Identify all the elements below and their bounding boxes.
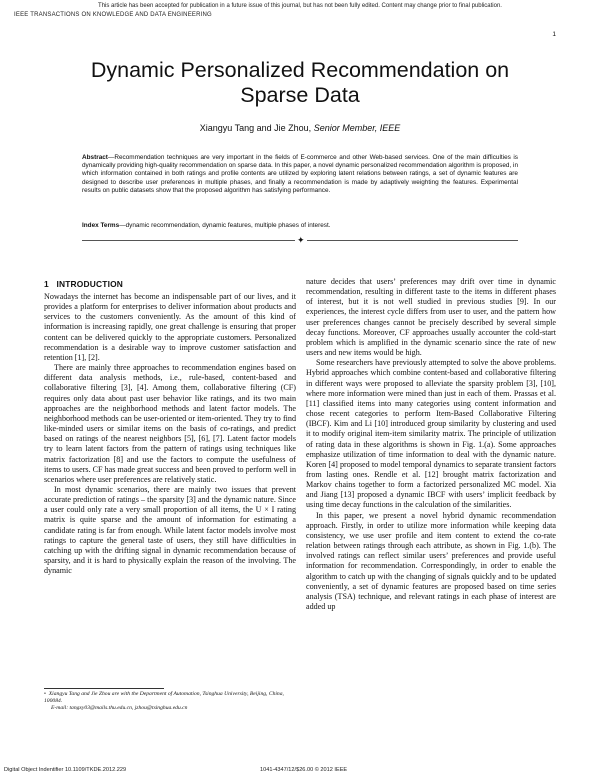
- footnote-bullet: •: [44, 691, 46, 697]
- left-paragraph-1: Nowadays the internet has become an indispensable part of our lives, and it provides a platform for enterprises to deliver information about products and services to the customers conveniently. As the amount of this kind of information is increasing rapidly, one great challenge is ensuring that proper content can be delivered quickly to the appropriate customers. Personalized recommendation is a desirable way to improve customer satisfaction and retention [1], [2].: [44, 292, 296, 362]
- abstract-text: —Recommendation techniques are very important in the fields of E-commerce and other Web-based services. One of the main difficulties is dynamically providing high-quality recommendation on sparse data. In this paper, a novel dynamic personalized recommendation algorithm is proposed, in which information contained in both ratings and profile contents are utilized by exploring latent relations between ratings, a set of dynamic features are designed to describe user preferences in multiple phases, and finally a recommendation is made by adaptively weighting the features. Experimental results on public datasets show that the proposed algorithm has satisfying performance.: [82, 154, 518, 194]
- title-line-1: Dynamic Personalized Recommendation on: [90, 58, 510, 82]
- copyright: 1041-4347/12/$26.00 © 2012 IEEE: [260, 767, 348, 773]
- author-affiliation: Senior Member, IEEE: [313, 123, 401, 133]
- section-title: INTRODUCTION: [56, 279, 124, 289]
- abstract: [82, 154, 518, 195]
- journal-name: IEEE TRANSACTIONS ON KNOWLEDGE AND DATA ENGINEERING: [14, 12, 212, 18]
- footnote: [44, 691, 296, 712]
- right-paragraph-2: Some researchers have previously attempted to solve the above problems. Hybrid approaches which combine content-based and collaborative filtering in different ways were proposed to alleviate the sparsity problem [3], [10], where more information were mined than just in each of them. Prassas et al. [11] classified items into many categories using content information and chose recent categories to perform Item-Based Collaborative Filtering (IBCF). Kim and Li [10] introduced group similarity by clustering and used it to modify original item-item similarity matrix. The principle of utilization of rating data in these algorithms is shown in Fig. 1.(a). Some approaches emphasize utilization of time information to deal with the dynamic nature. Koren [4] proposed to model temporal dynamics to separate transient factors from lasting ones. Rendle et al. [12] brought matrix factorization and Markov chains together to form a factorized personalized MC model. Xia and Jiang [13] proposed a dynamic IBCF with users’ implicit feedback by using time decay functions in the calculation of the similarities.: [306, 358, 556, 510]
- left-column: [44, 292, 296, 576]
- doi: Digital Object Indentifier 10.1109/TKDE.2012.229: [4, 767, 127, 773]
- page-number: 1: [552, 31, 556, 38]
- index-terms-label: Index Terms: [82, 222, 120, 229]
- abstract-label: Abstract: [82, 154, 108, 161]
- footnote-email: E-mail: tangxy03@mails.thu.edu.cn, jzhou@tsinghua.edu.cn: [51, 705, 188, 711]
- section-heading: [44, 279, 123, 289]
- index-terms-text: —dynamic recommendation, dynamic features, multiple phases of interest.: [119, 222, 331, 229]
- authors: [0, 123, 600, 133]
- footnote-rule: [44, 688, 164, 689]
- title-line-2: Sparse Data: [240, 83, 360, 107]
- right-column: [306, 277, 556, 612]
- section-number: 1: [44, 279, 49, 289]
- left-paragraph-3: In most dynamic scenarios, there are mainly two issues that prevent accurate prediction of ratings – the sparsity [3] and the dynamic nature. Since a user could only rate a very small proportion of all items, the U × I rating matrix is quite sparse and the amount of information for estimating a candidate rating is far from enough. While latent factor models involve most ratings to capture the general taste of users, they still have difficulties in catching up with the drifting signal in dynamic recommendation because of sparsity, and it is hard to physically explain the reason of the involving. The dynamic: [44, 484, 296, 576]
- footnote-affiliation: Xiangyu Tang and Jie Zhou are with the Department of Automation, Tsinghua University, Beijing, China, 100084.: [44, 691, 284, 704]
- author-names: Xiangyu Tang and Jie Zhou,: [199, 123, 312, 133]
- index-terms: [82, 222, 518, 230]
- right-paragraph-1: nature decides that users’ preferences may drift over time in dynamic recommendation, resulting in different taste to the items in different phases of interest, but it is not well studied in previous studies [9]. In our experiences, the interest cycle differs from user to user, and the pattern how user preferences changes cannot be precisely described by several simple decay functions. Moreover, CF approaches usually accounter the cold-start problem which is amplified in the dynamic scenario since the rate of new users and new items would be high.: [306, 277, 556, 358]
- right-paragraph-3: In this paper, we present a novel hybrid dynamic recommendation approach. Firstly, in order to utilize more information while keeping data consistency, we use user profile and item content to extend the co-rate relation between ratings through each attribute, as shown in Fig. 1.(b). The involved ratings can reflect similar users’ preferences and provide useful information for recommendation. Correspondingly, in order to enable the algorithm to catch up with the changing of signals quickly and to be updated conveniently, a set of dynamic features are proposed based on time series analysis (TSA) technique, and relevant ratings in each phase of interest are added up: [306, 510, 556, 611]
- paper-title: [30, 58, 570, 108]
- separator-diamond-icon: ✦: [297, 235, 305, 245]
- left-paragraph-2: There are mainly three approaches to recommendation engines based on different data analysis methods, i.e., rule-based, content-based and collaborative filtering [3], [4]. Among them, collaborative filtering (CF) requires only data about past user behavior like ratings, and its two main approaches are the neighborhood methods and latent factor models. The neighborhood methods can be user-oriented or item-oriented. They try to find like-minded users or similar items on the basis of co-ratings, and predict based on ratings of the nearest neighbors [5], [6], [7]. Latent factor models try to learn latent factors from the pattern of ratings using techniques like matrix factorization [8] and use the factors to compute the usefulness of items to users. CF has made great success and been proved to perform well in scenarios where user preferences are relatively static.: [44, 363, 296, 484]
- publication-notice: This article has been accepted for publication in a future issue of this journal, but has not been fully edited. Content may change prior to final publication.: [98, 3, 502, 9]
